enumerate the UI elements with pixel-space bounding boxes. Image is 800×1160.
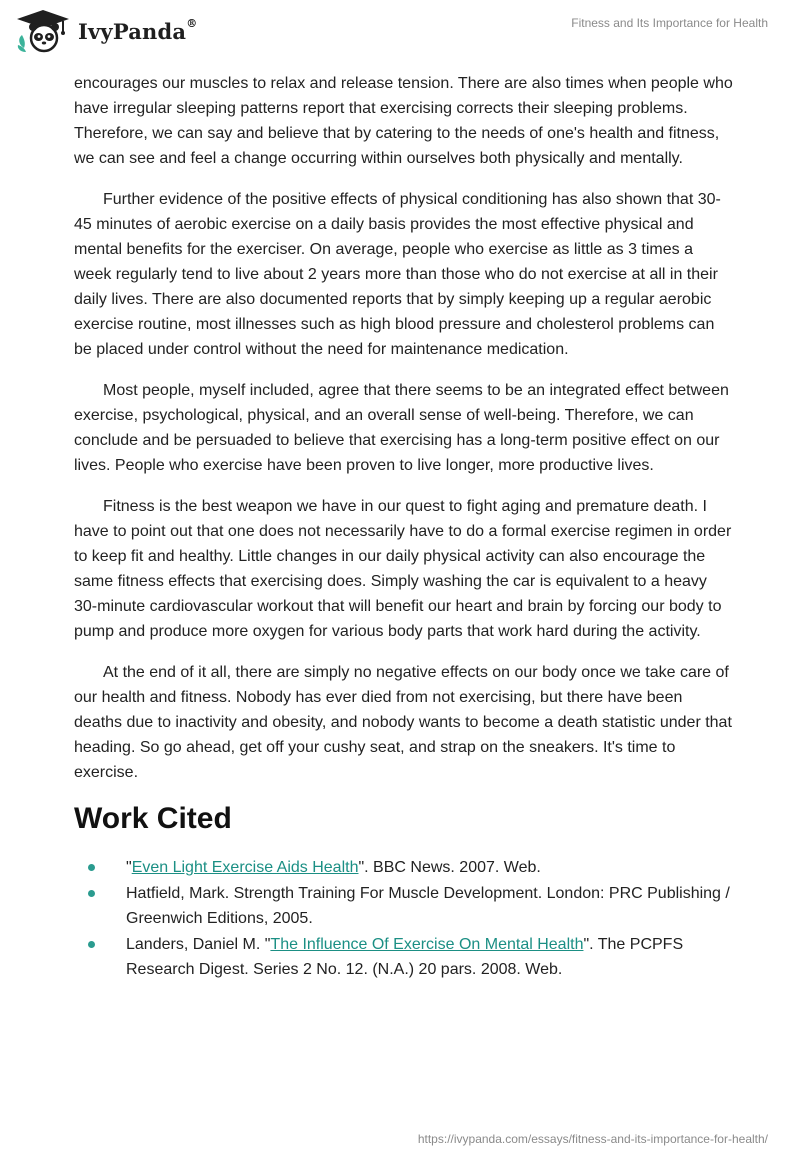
works-cited-heading: Work Cited — [74, 802, 232, 835]
works-cited-list — [74, 855, 734, 983]
citation-text-after: ". The PCPFS Research Digest. Series 2 No. 12. (N.A.) 20 pars. 2008. Web. — [126, 935, 684, 978]
citation-text-before: Landers, Daniel M. " — [126, 935, 271, 953]
essay-paragraph: Further evidence of the positive effects of physical conditioning has also shown that 30-45 minutes of aerobic exercise on a daily basis provides the most effective physical and mental benefits for the exerciser. On average, people who exercise as little as 3 times a week regularly tend to live about 2 years more than those who do not exercise at all in their daily lives. There are also documented reports that by simply keeping up a regular aerobic exercise routine, most illnesses such as high blood pressure and cholesterol problems can be placed under control without the need for maintenance medication. — [74, 191, 721, 358]
essay-paragraph: Fitness is the best weapon we have in our quest to fight aging and premature death. I have to point out that one does not necessarily have to do a formal exercise regimen in order to keep fit and healthy. Little changes in our daily physical activity can also encourage the same fitness effects that exercising does. Simply washing the car is equivalent to a heavy 30-minute cardiovascular workout that will benefit our heart and brain by forcing our body to pump and produce more oxygen for various body parts that work hard during the activity. — [74, 498, 732, 640]
citation-link[interactable]: The Influence Of Exercise On Mental Health — [270, 935, 584, 953]
citation-text-after: ". BBC News. 2007. Web. — [358, 859, 541, 876]
page-header — [0, 0, 800, 70]
citation-text-before: " — [126, 859, 132, 876]
document-title: Fitness and Its Importance for Health — [571, 16, 768, 30]
essay-paragraph: encourages our muscles to relax and release tension. There are also times when people who have irregular sleeping patterns report that exercising corrects their sleeping problems. Therefore, we can say and believe that by catering to the needs of one's health and fitness, we can see and feel a change occurring within ourselves both physically and mentally. — [74, 75, 733, 167]
citation-text-before: Hatfield, Mark. Strength Training For Muscle Development. London: PRC Publishing / Greenwich Editions, 2005. — [126, 884, 730, 927]
panda-graduate-icon — [14, 8, 72, 54]
logo-wordmark — [78, 16, 198, 44]
essay-paragraph: At the end of it all, there are simply no negative effects on our body once we take care of our health and fitness. Nobody has ever died from not exercising, but there have been deaths due to inactivity and obesity, and nobody wants to become a death statistic under that heading. So go ahead, get off your cushy seat, and strap on the sneakers. It's time to exercise. — [74, 664, 732, 781]
bullet-icon — [88, 941, 95, 948]
essay-body — [74, 70, 734, 983]
citation-item — [74, 855, 734, 881]
bullet-icon — [88, 890, 95, 897]
bullet-icon — [88, 864, 95, 871]
registered-mark: ® — [186, 16, 198, 30]
ivypanda-logo[interactable] — [14, 8, 197, 54]
essay-paragraph: Most people, myself included, agree that there seems to be an integrated effect between exercise, psychological, physical, and an overall sense of well-being. Therefore, we can conclude and be persuaded to believe that exercising has a long-term positive effect on our lives. People who exercise have been proven to live longer, more productive lives. — [74, 382, 729, 474]
citation-item — [74, 932, 734, 983]
citation-item — [74, 881, 734, 932]
citation-link[interactable]: Even Light Exercise Aids Health — [131, 859, 359, 876]
source-url[interactable]: https://ivypanda.com/essays/fitness-and-its-importance-for-health/ — [417, 1132, 768, 1146]
logo-name: IvyPanda — [78, 18, 187, 44]
